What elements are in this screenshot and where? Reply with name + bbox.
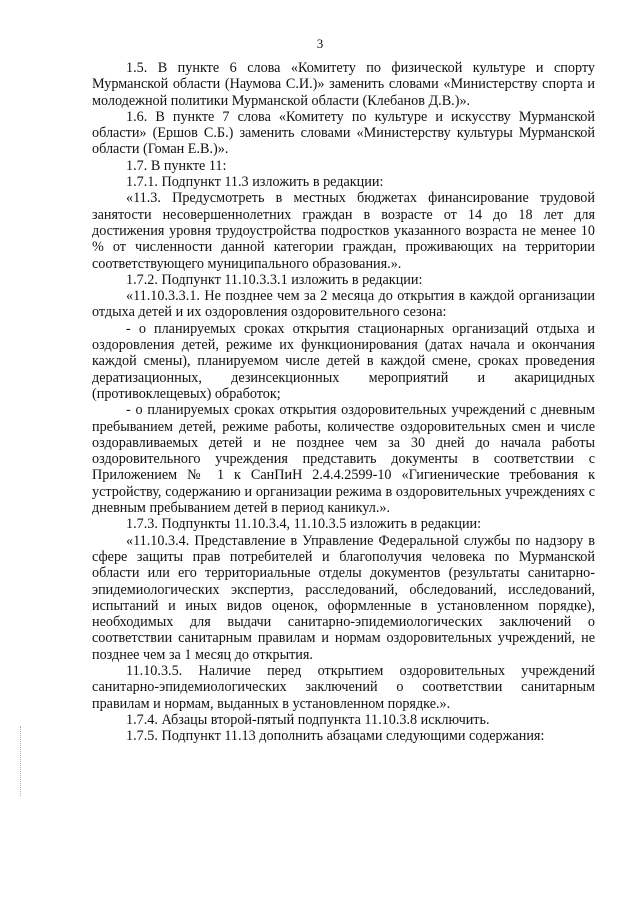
- paragraph-bullet-day-camps: - о планируемых сроках открытия оздоровительных учреждений с дневным пребыванием детей, режиме работы, количестве оздоровительных смен и числе оздоравливаемых детей и не позднее чем за 30 дней до начала работы оздоровительного учреждения представить документы в соответствии с Приложением № 1 к СанПиН 2.4.4.2599-10 «Гигиенические требования к устройству, содержанию и организации режима в оздоровительных учреждениях с дневным пребыванием детей в период каникул.».: [92, 402, 595, 517]
- paragraph-1-7: 1.7. В пункте 11:: [126, 157, 227, 174]
- margin-scan-mark: [20, 726, 25, 796]
- paragraph-1-6: 1.6. В пункте 7 слова «Комитету по культуре и искусству Мурманской области» (Ершов С.Б.) заменить словами «Министерству культуры Мурманской области (Гоман Е.В.)».: [92, 108, 595, 158]
- document-body: [92, 60, 595, 744]
- paragraph-1-7-3: 1.7.3. Подпункты 11.10.3.4, 11.10.3.5 изложить в редакции:: [126, 516, 482, 533]
- paragraph-bullet-stationary: - о планируемых сроках открытия стационарных организаций отдыха и оздоровления детей, режиме их функционирования (датах начала и окончания каждой смены), планируемом числе детей в каждой смене, сроках проведения дератизационных, дезинсекционных мероприятий и акарицидных (противоклещевых) обработок;: [92, 320, 595, 402]
- paragraph-1-7-2: 1.7.2. Подпункт 11.10.3.3.1 изложить в редакции:: [126, 271, 423, 288]
- paragraph-1-7-1: 1.7.1. Подпункт 11.3 изложить в редакции:: [126, 174, 384, 191]
- paragraph-11-10-3-5: 11.10.3.5. Наличие перед открытием оздоровительных учреждений санитарно-эпидемиологических заключений о соответствии санитарным правилам и нормам, выданных в установленном порядке.».: [92, 662, 595, 712]
- paragraph-1-7-4: 1.7.4. Абзацы второй-пятый подпункта 11.10.3.8 исключить.: [126, 711, 490, 728]
- paragraph-11-10-3-4: «11.10.3.4. Представление в Управление Федеральной службы по надзору в сфере защиты прав потребителей и благополучия человека по Мурманской области или его территориальные отделы документов (результаты санитарно-эпидемиологических экспертиз, расследований, обследований, исследований, испытаний и иных видов оценок, оформленные в установленном порядке), необходимых для выдачи санитарно-эпидемиологических заключений о соответствии санитарным правилам и нормам оздоровительных учреждений, не позднее чем за 1 месяц до открытия.: [92, 532, 595, 663]
- page-number: 3: [316, 36, 324, 51]
- paragraph-11-3: «11.3. Предусмотреть в местных бюджетах финансирование трудовой занятости несовершеннолетних граждан в возрасте от 14 до 18 лет для достижения уровня трудоустройства подростков указанного возраста не менее 10 % от численности данной категории граждан, проживающих на территории соответствующего муниципального образования.».: [92, 190, 595, 272]
- paragraph-1-5: 1.5. В пункте 6 слова «Комитету по физической культуре и спорту Мурманской области (Наумова С.И.)» заменить словами «Министерству спорта и молодежной политики Мурманской области (Клебанов Д.В.)».: [92, 60, 595, 109]
- paragraph-1-7-5: 1.7.5. Подпункт 11.13 дополнить абзацами следующими содержания:: [126, 728, 545, 745]
- paragraph-11-10-3-3-1: «11.10.3.3.1. Не позднее чем за 2 месяца до открытия в каждой организации отдыха детей и их оздоровления оздоровительного сезона:: [92, 288, 595, 321]
